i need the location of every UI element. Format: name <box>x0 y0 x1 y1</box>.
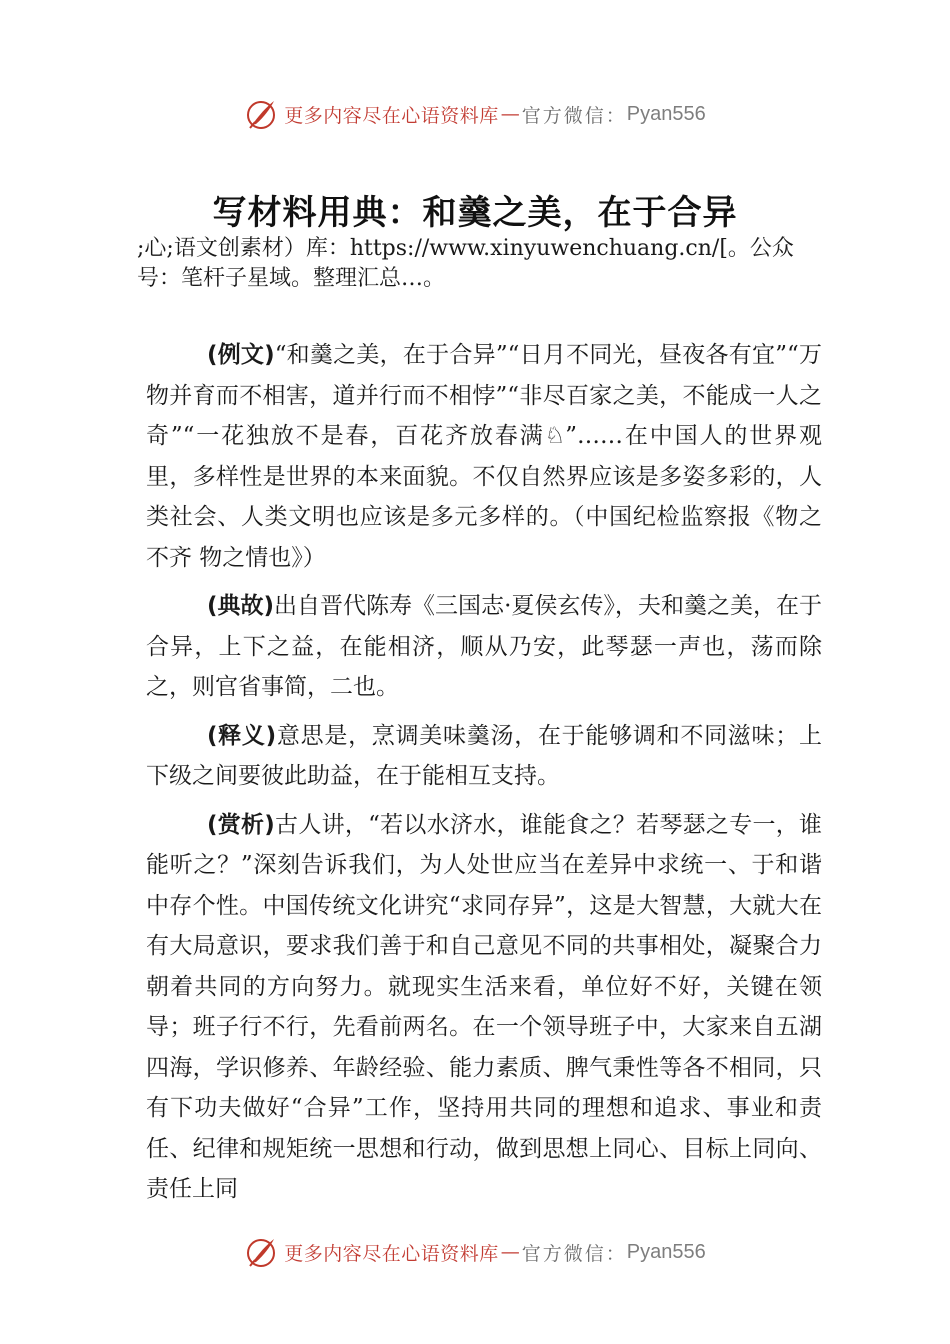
section-tag: (典故) <box>206 593 274 619</box>
section-tag: (释义) <box>206 722 277 749</box>
banner-library-text: 更多内容尽在心语资料库 <box>284 1242 499 1265</box>
footer-banner <box>0 1232 950 1272</box>
banner-dash: — <box>500 1241 520 1263</box>
section-text: 意思是，烹调美味羹汤，在于能够调和不同滋味；上下级之间要彼此助益，在于能相互支持。 <box>146 722 823 789</box>
quill-logo-icon <box>244 97 278 131</box>
document-body <box>146 335 822 1218</box>
document-title: 写材料用典：和羹之美，在于合异 <box>212 193 738 233</box>
section-allusion <box>146 586 822 708</box>
quill-logo-icon <box>244 1235 278 1269</box>
source-note: ;心;语文创素材）库：https://www.xinyuwenchuang.cn/[。公众号：笔杆子星域。整理汇总…。 <box>137 236 794 291</box>
section-appreciation <box>146 805 822 1210</box>
header-banner <box>0 94 950 134</box>
section-text: “和羹之美，在于合异”“日月不同光，昼夜各有宜”“万物并育而不相害，道并行而不相悖”“非尽百家之美，不能成一人之奇”“一花独放不是春，百花齐放春满♘”……在中国人的世界观里，多样性是世界的本来面貌。不仅自然界应该是多姿多彩的，人类社会、人类文明也应该是多元多样的。（中国纪检监察报《物之不齐 物之情也》） <box>146 342 822 571</box>
banner-wechat-id: Pyan556 <box>626 102 706 125</box>
section-tag: (例文) <box>206 342 275 368</box>
banner-wechat-label: 官方微信： <box>521 104 627 127</box>
section-text: 古人讲，“若以水济水，谁能食之？若琴瑟之专一，谁能听之？”深刻告诉我们，为人处世应当在差异中求统一、于和谐中存个性。中国传统文化讲究“求同存异”，这是大智慧，大就大在有大局意识，要求我们善于和自己意见不同的共事相处，凝聚合力朝着共同的方向努力。就现实生活来看，单位好不好，关键在领导；班子行不行，先看前两名。在一个领导班子中，大家来自五湖四海，学识修养、年龄经验、能力素质、脾气秉性等各不相同，只有下功夫做好“合异”工作，坚持用共同的理想和追求、事业和责任、纪律和规矩统一思想和行动，做到思想上同心、目标上同向、责任上同 <box>146 811 822 1202</box>
banner-library-text: 更多内容尽在心语资料库 <box>284 104 499 127</box>
section-meaning <box>146 716 822 797</box>
banner-wechat-label: 官方微信： <box>521 1242 627 1265</box>
banner-wechat-id: Pyan556 <box>626 1240 706 1263</box>
section-text: 出自晋代陈寿《三国志·夏侯玄传》，夫和羹之美，在于合异，上下之益，在能相济，顺从乃安，此琴瑟一声也，荡而除之，则官省事简，二也。 <box>146 593 822 700</box>
section-example <box>146 335 822 578</box>
section-tag: (赏析) <box>206 811 275 838</box>
banner-dash: — <box>500 103 520 125</box>
